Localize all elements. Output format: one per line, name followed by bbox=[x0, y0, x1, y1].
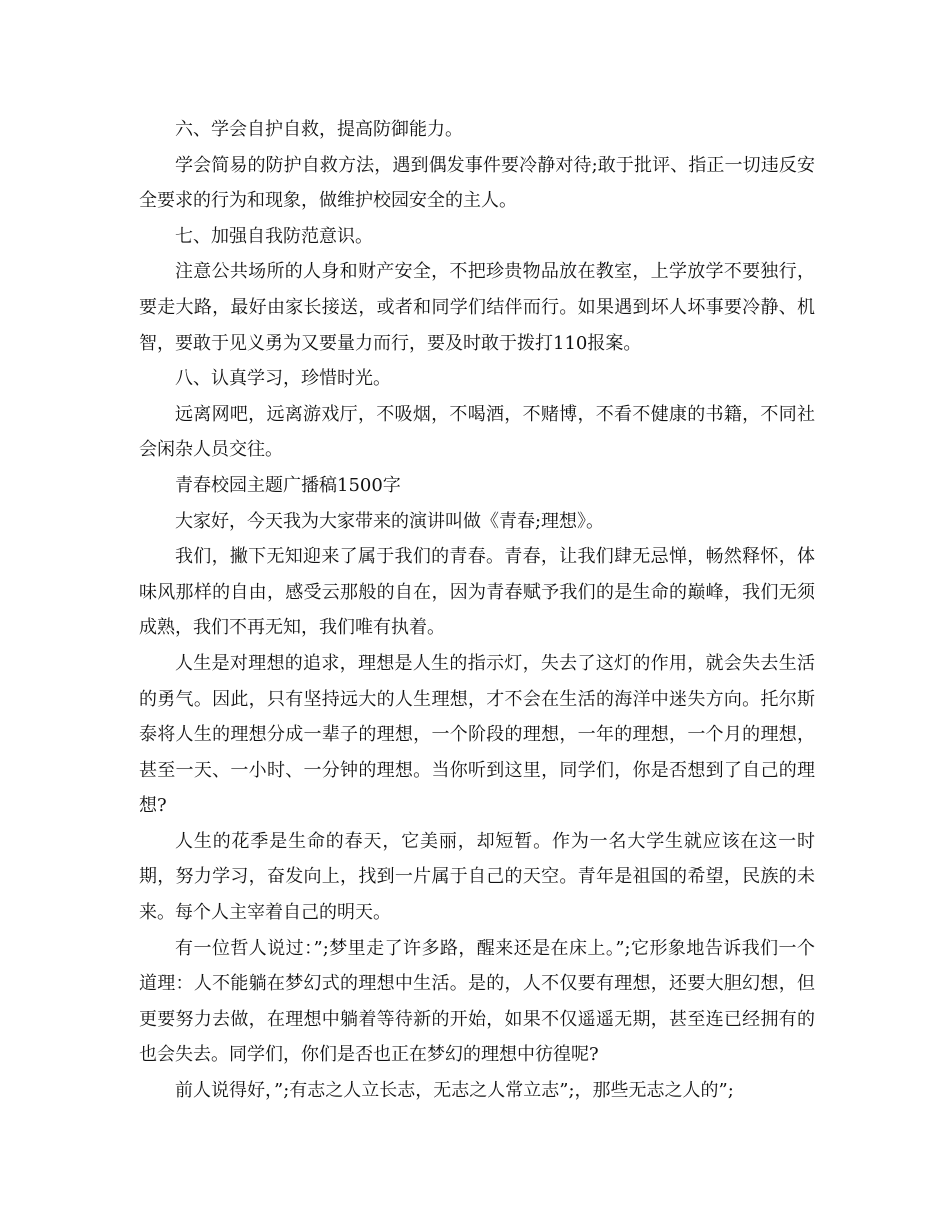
section-heading-six: 六、学会自护自救，提高防御能力。 bbox=[175, 119, 463, 140]
paragraph: 前人说得好，”;有志之人立长志，无志之人常立志”;，那些无志之人的”; bbox=[175, 1080, 734, 1102]
article-title: 青春校园主题广播稿1500字 bbox=[175, 474, 401, 496]
paragraph: 有一位哲人说过：”;梦里走了许多路，醒来还是在床上。”;它形象地告诉我们一个道理：人不能躺在梦幻式的理想中生活。是的，人不仅要有理想，还要大胆幻想，但更要努力去做，在理想中躺着等待新的开始，如果不仅遥遥无期，甚至连已经拥有的也会失去。同学们，你们是否也正在梦幻的理想中彷徨呢? bbox=[139, 937, 815, 1066]
paragraph: 我们，撇下无知迎来了属于我们的青春。青春，让我们肆无忌惮，畅然释怀，体味风那样的自由，感受云那般的自在，因为青春赋予我们的是生命的巅峰，我们无须成熟，我们不再无知，我们唯有执着。 bbox=[139, 546, 815, 639]
paragraph: 远离网吧，远离游戏厅，不吸烟，不喝酒，不赌博，不看不健康的书籍，不同社会闲杂人员交往。 bbox=[139, 403, 815, 461]
document-body bbox=[139, 112, 815, 1109]
paragraph: 学会简易的防护自救方法，遇到偶发事件要冷静对待;敢于批评、指正一切违反安全要求的行为和现象，做维护校园安全的主人。 bbox=[139, 154, 815, 212]
paragraph: 人生的花季是生命的春天，它美丽，却短暂。作为一名大学生就应该在这一时期，努力学习，奋发向上，找到一片属于自己的天空。青年是祖国的希望，民族的未来。每个人主宰着自己的明天。 bbox=[139, 830, 815, 924]
section-heading-seven: 七、加强自我防范意识。 bbox=[175, 225, 373, 247]
paragraph: 人生是对理想的追求，理想是人生的指示灯，失去了这灯的作用，就会失去生活的勇气。因此，只有坚持远大的人生理想，才不会在生活的海洋中迷失方向。托尔斯泰将人生的理想分成一辈子的理想，一个阶段的理想，一年的理想，一个月的理想，甚至一天、一小时、一分钟的理想。当你听到这里，同学们，你是否想到了自己的理想? bbox=[139, 652, 815, 817]
section-heading-eight: 八、认真学习，珍惜时光。 bbox=[175, 368, 391, 390]
paragraph: 大家好，今天我为大家带来的演讲叫做《青春;理想》。 bbox=[175, 510, 605, 532]
paragraph: 注意公共场所的人身和财产安全，不把珍贵物品放在教室，上学放学不要独行，要走大路，最好由家长接送，或者和同学们结伴而行。如果遇到坏人坏事要冷静、机智，要敢于见义勇为又要量力而行，要及时敢于拨打110报案。 bbox=[139, 261, 815, 354]
